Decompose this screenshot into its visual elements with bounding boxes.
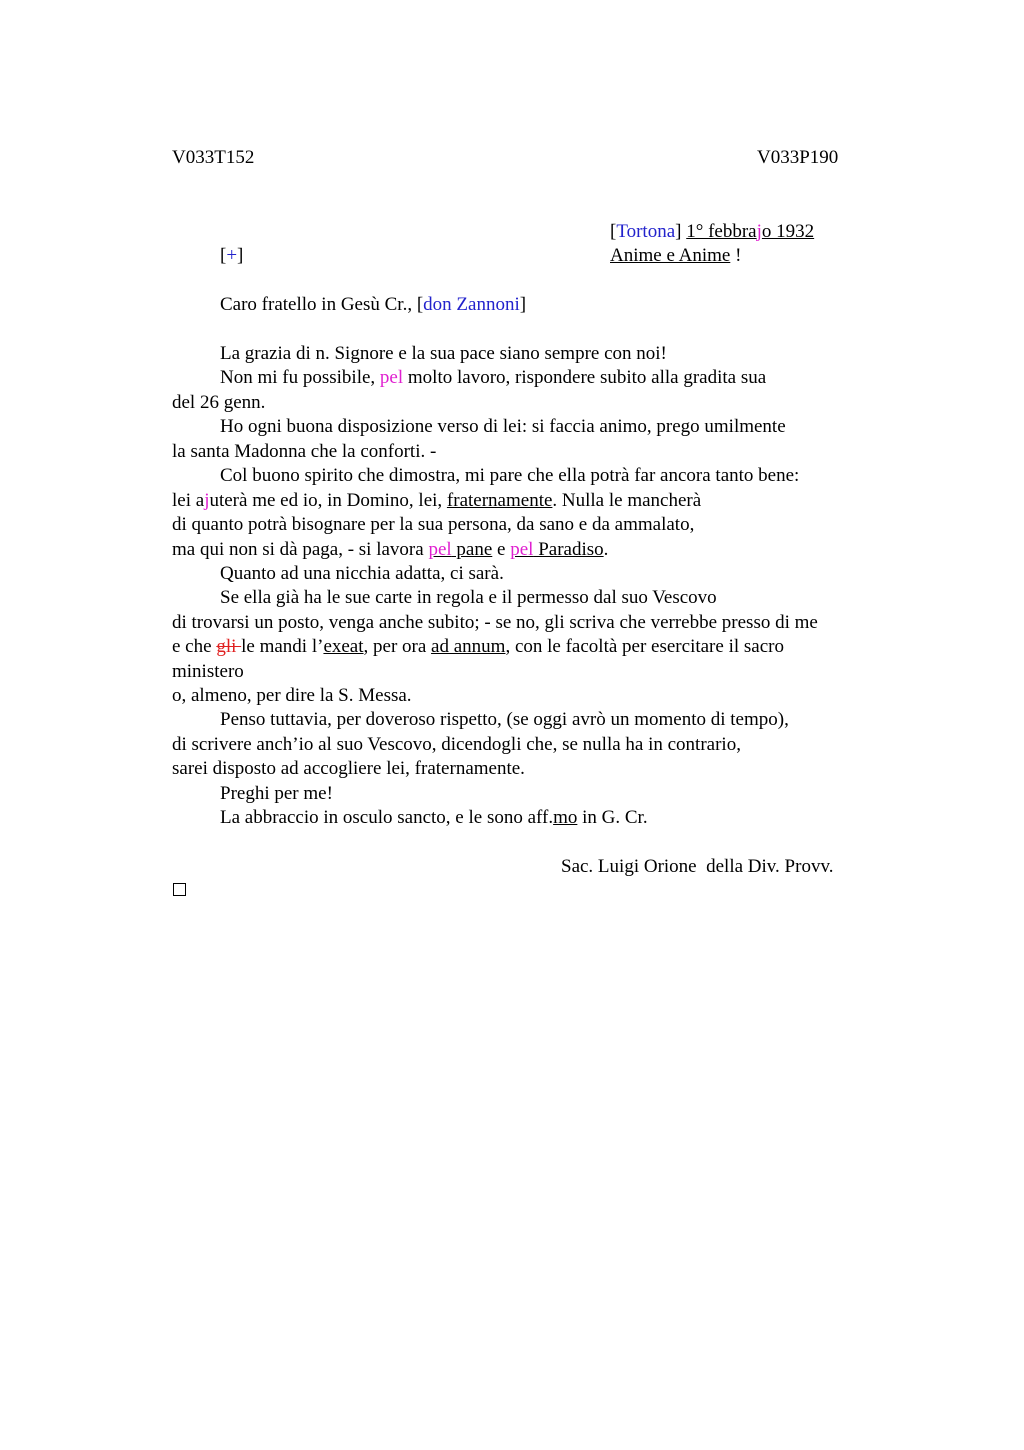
end-box-icon <box>173 883 186 896</box>
salutation-name: don Zannoni <box>423 294 520 315</box>
body-line: Col buono spirito che dimostra, mi pare che ella potrà far ancora tanto bene: <box>220 465 800 486</box>
body-line: ministero <box>172 661 244 682</box>
header-right-code: V033P190 <box>757 147 839 168</box>
body-line: Penso tuttavia, per doveroso rispetto, (se oggi avrò un momento di tempo), <box>220 709 789 730</box>
body-line: lei ajuterà me ed io, in Domino, lei, fraternamente. Nulla le mancherà <box>172 490 702 511</box>
body-line: Non mi fu possibile, pel molto lavoro, rispondere subito alla gradita sua <box>220 367 767 388</box>
header-left-code: V033T152 <box>172 147 255 168</box>
body-line: La grazia di n. Signore e la sua pace siano sempre con noi! <box>220 343 667 364</box>
body-line: Preghi per me! <box>220 783 333 804</box>
body-line: sarei disposto ad accogliere lei, fraternamente. <box>172 758 525 779</box>
body-line: La abbraccio in osculo sancto, e le sono aff.mo in G. Cr. <box>220 807 648 828</box>
salutation: Caro fratello in Gesù Cr., [don Zannoni] <box>220 294 527 315</box>
body-line: Ho ogni buona disposizione verso di lei: si faccia animo, prego umilmente <box>220 416 786 437</box>
body-line: o, almeno, per dire la S. Messa. <box>172 685 412 706</box>
body-line: ma qui non si dà paga, - si lavora pel pane e pel Paradiso. <box>172 539 609 560</box>
body-line: del 26 genn. <box>172 392 266 413</box>
dateline-date: 1° febbrajo 1932 <box>686 221 815 242</box>
dateline: [Tortona] 1° febbrajo 1932 <box>610 221 815 242</box>
cross-mark: [+] <box>220 245 244 266</box>
body-line: e che gli le mandi l’exeat, per ora ad annum, con le facoltà per esercitare il sacro <box>172 636 784 657</box>
body-line: di scrivere anch’io al suo Vescovo, dicendogli che, se nulla ha in contrario, <box>172 734 741 755</box>
motto: Anime e Anime ! <box>610 245 742 266</box>
body-line: la santa Madonna che la conforti. - <box>172 441 437 462</box>
body-line: di quanto potrà bisognare per la sua persona, da sano e da ammalato, <box>172 514 695 535</box>
dateline-place: Tortona <box>616 221 676 242</box>
body-line: Se ella già ha le sue carte in regola e il permesso dal suo Vescovo <box>220 587 717 608</box>
body-line: Quanto ad una nicchia adatta, ci sarà. <box>220 563 504 584</box>
signature: Sac. Luigi Orione della Div. Provv. <box>561 856 834 877</box>
body-line: di trovarsi un posto, venga anche subito; - se no, gli scriva che verrebbe presso di me <box>172 612 818 633</box>
